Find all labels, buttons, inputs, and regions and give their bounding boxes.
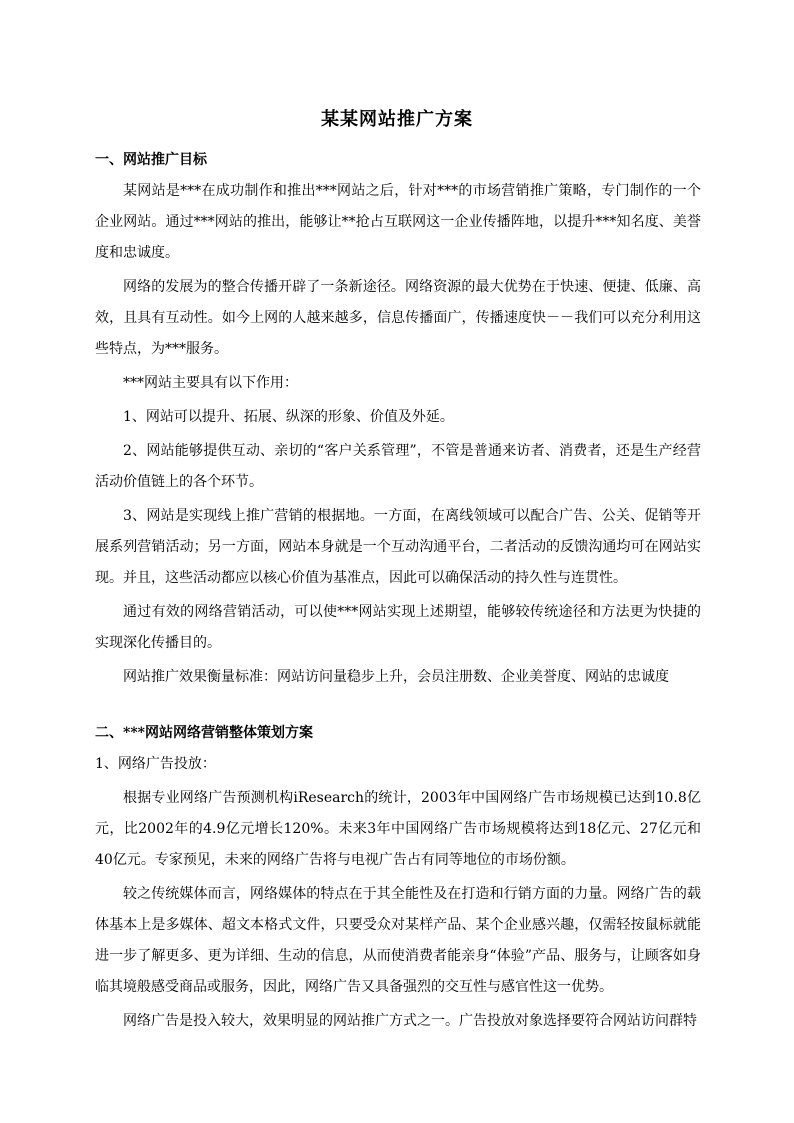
paragraph: 根据专业网络广告预测机构iResearch的统计，2003年中国网络广告市场规模已达到10.8亿元，比2002年的4.9亿元增长120%。未来3年中国网络广告市场规模将达到18亿元、27亿元和40亿元。专家预见，未来的网络广告将与电视广告占有同等地位的市场份额。 xyxy=(95,790,701,868)
paragraph: 网络广告是投入较大，效果明显的网站推广方式之一。广告投放对象选择要符合网站访问群特 xyxy=(123,1013,697,1029)
list-item: 2、网站能够提供互动、亲切的“客户关系管理”，不管是普通来访者、消费者，还是生产经营活动价值链上的各个环节。 xyxy=(95,443,701,490)
paragraph: 通过有效的网络营销活动，可以使***网站实现上述期望，能够较传统途径和方法更为快捷的实现深化传播目的。 xyxy=(95,604,701,651)
subsection-heading: 1、网络广告投放： xyxy=(95,756,216,772)
paragraph: ***网站主要具有以下作用： xyxy=(123,375,298,391)
document-body xyxy=(95,145,701,1040)
paragraph: 较之传统媒体而言，网络媒体的特点在于其全能性及在打造和行销方面的力量。网络广告的载体基本上是多媒体、超文本格式文件，只要受众对某样产品、某个企业感兴趣，仅需轻按鼠标就能进一步了解更多、更为详细、生动的信息，从而使消费者能亲身“体验”产品、服务与，让顾客如身临其境般感受商品或服务，因此，网络广告又具备强烈的交互性与感官性这一优势。 xyxy=(95,886,701,995)
document-title: 某某网站推广方案 xyxy=(321,109,473,130)
paragraph: 网络的发展为的整合传播开辟了一条新途径。网络资源的最大优势在于快速、便捷、低廉、高效，且具有互动性。如今上网的人越来越多，信息传播面广，传播速度快－－我们可以充分利用这些特点，为***服务。 xyxy=(95,279,701,357)
section-heading-plan: 二、***网站网络营销整体策划方案 xyxy=(95,725,313,741)
list-item: 3、网站是实现线上推广营销的根据地。一方面，在离线领域可以配合广告、公关、促销等开展系列营销活动；另一方面，网站本身就是一个互动沟通平台，二者活动的反馈沟通均可在网站实现。并且，这些活动都应以核心价值为基准点，因此可以确保活动的持久性与连贯性。 xyxy=(95,508,701,586)
section-spacer xyxy=(95,696,701,718)
paragraph: 网站推广效果衡量标准：网站访问量稳步上升，会员注册数、企业美誉度、网站的忠诚度 xyxy=(123,669,669,685)
paragraph: 某网站是***在成功制作和推出***网站之后，针对***的市场营销推广策略，专门制作的一个企业网站。通过***网站的推出，能够让**抢占互联网这一企业传播阵地，以提升***知名度、美誉度和忠诚度。 xyxy=(95,183,701,261)
list-item: 1、网站可以提升、拓展、纵深的形象、价值及外延。 xyxy=(123,409,454,425)
section-heading-goals: 一、网站推广目标 xyxy=(95,152,207,168)
